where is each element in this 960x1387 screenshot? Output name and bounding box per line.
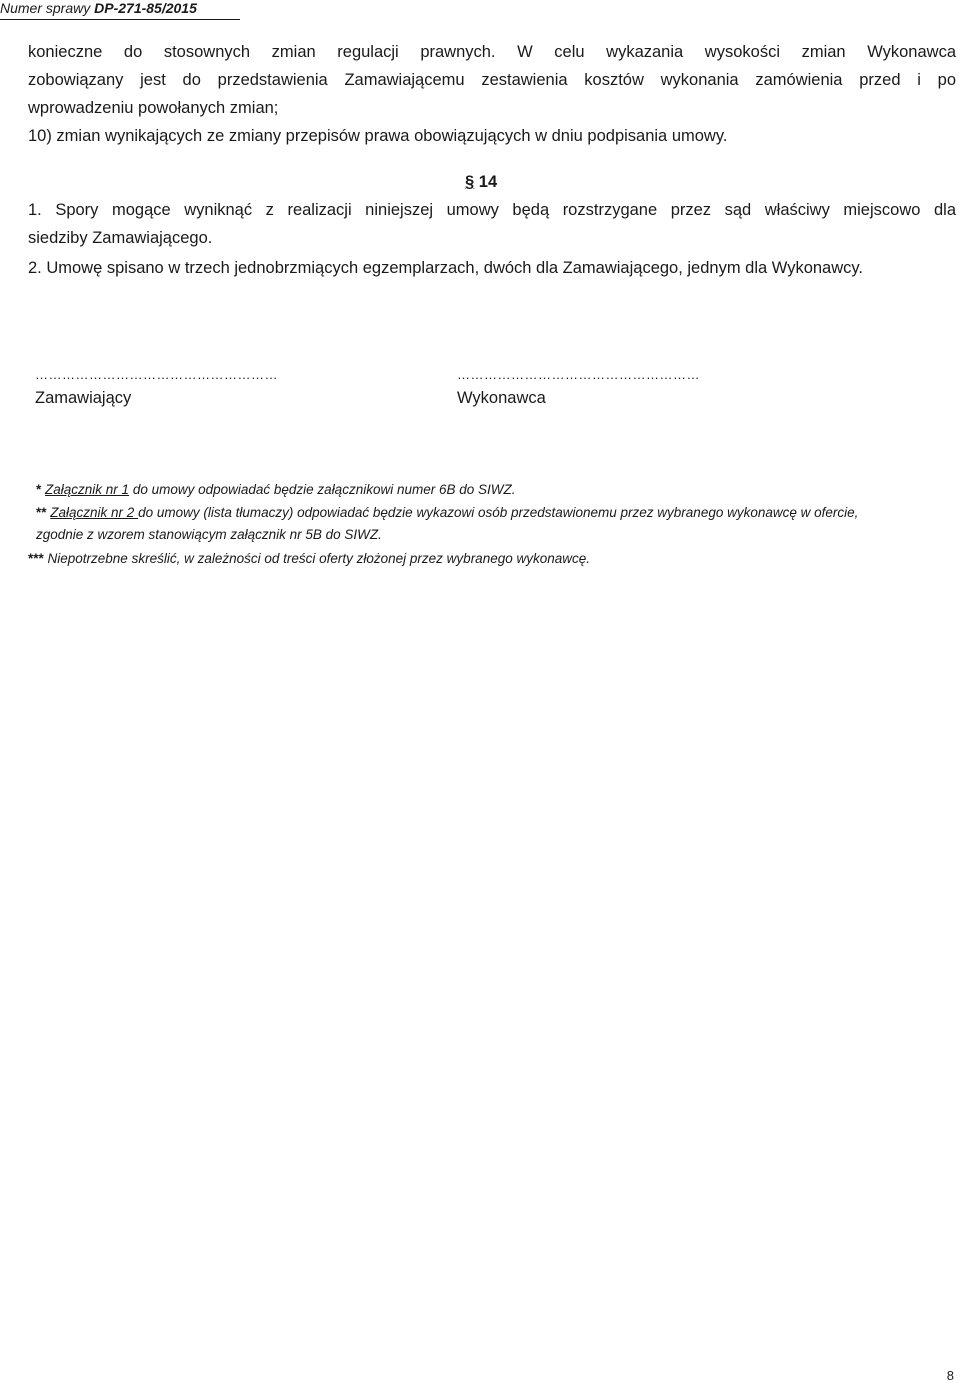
case-number: DP-271-85/2015 <box>94 0 197 16</box>
paragraph-line-1: konieczne do stosownych zmian regulacji prawnych. W celu wykazania wysokości zmian Wykonawca <box>28 43 956 61</box>
section-sign: § <box>465 173 475 191</box>
section-number: 14 <box>474 173 498 191</box>
footnote-3-text: Niepotrzebne skreślić, w zależności od treści oferty złożonej przez wybranego wykonawcę. <box>47 551 591 566</box>
footnote-1 <box>36 479 516 501</box>
page-header <box>0 0 240 20</box>
footnote-2 <box>36 502 958 524</box>
point-1-line-2: siedziby Zamawiającego. <box>28 229 213 247</box>
section-heading <box>465 170 497 194</box>
page-number: 8 <box>946 1368 954 1383</box>
footnote-1-marker: * <box>36 482 46 497</box>
footnote-1-text: do umowy odpowiadać będzie załącznikowi numer 6B do SIWZ. <box>129 482 516 497</box>
signature-label-contractor: Wykonawca <box>457 389 546 407</box>
footnote-2-marker: ** <box>36 505 51 520</box>
signature-employer <box>35 366 278 412</box>
point-1-line-1: 1. Spory mogące wyniknąć z realizacji niniejszej umowy będą rozstrzygane przez sąd właściwy miejscowo dla <box>28 201 956 219</box>
signature-line-employer: ……………………………………………… <box>35 367 278 382</box>
signature-label-employer: Zamawiający <box>35 389 132 407</box>
paragraph-line-2: zobowiązany jest do przedstawienia Zamawiającemu zestawienia kosztów wykonania zamówienia przed i po <box>28 71 956 89</box>
footnote-3-marker: *** <box>28 551 48 566</box>
signature-line-contractor: ……………………………………………… <box>457 367 700 382</box>
list-item-10: 10) zmian wynikających ze zmiany przepisów prawa obowiązujących w dniu podpisania umowy. <box>28 127 728 145</box>
case-label: Numer sprawy <box>0 0 95 16</box>
footnote-2-text: do umowy (lista tłumaczy) odpowiadać będzie wykazowi osób przedstawionemu przez wybranego wykonawcę w ofercie, <box>138 505 859 520</box>
footnote-2-continuation: zgodnie z wzorem stanowiącym załącznik nr 5B do SIWZ. <box>36 527 382 542</box>
footnote-3 <box>28 548 590 570</box>
footnote-1-attachment: Załącznik nr 1 <box>45 482 130 497</box>
point-2: 2. Umowę spisano w trzech jednobrzmiących egzemplarzach, dwóch dla Zamawiającego, jednym dla Wykonawcy. <box>28 259 863 277</box>
signature-contractor <box>457 366 700 412</box>
paragraph-line-3: wprowadzeniu powołanych zmian; <box>28 99 279 117</box>
footnote-2-attachment: Załącznik nr 2 <box>50 505 139 520</box>
